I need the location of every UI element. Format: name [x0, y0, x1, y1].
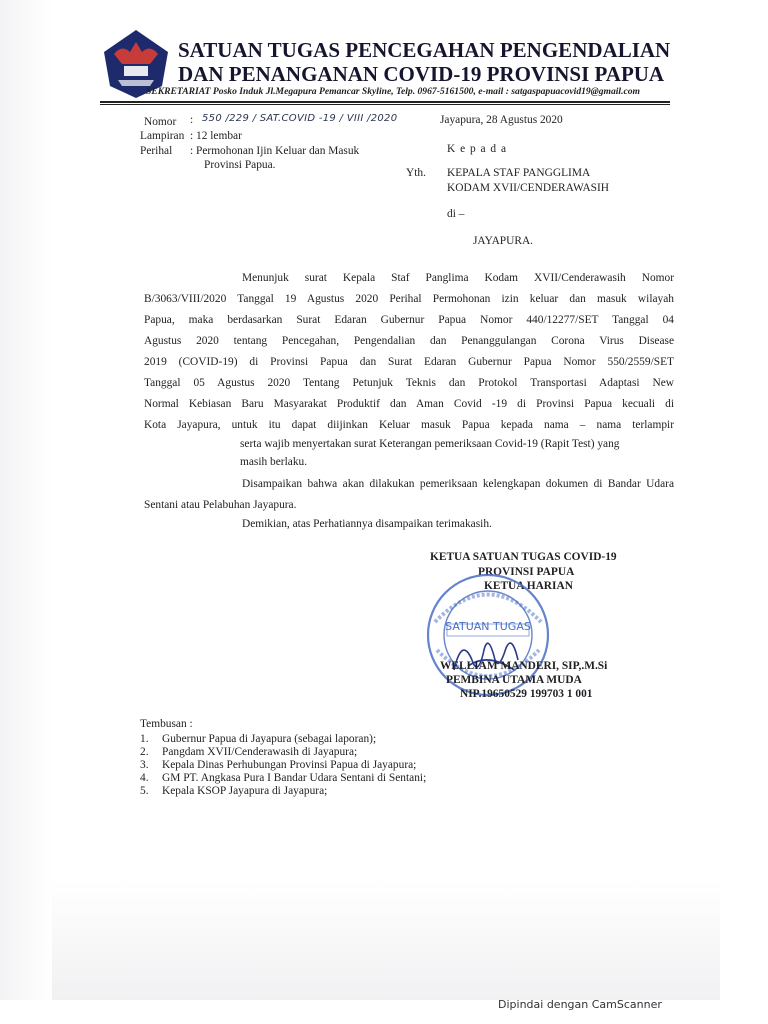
scan-shadow-left: [0, 0, 52, 1000]
addressee-di: di –: [447, 208, 465, 220]
letterhead-secretariat: SEKRETARIAT Posko Induk Jl.Megapura Pemancar Skyline, Telp. 0967-5161500, e-mail : satgaspapuacovid19@gmail.com: [146, 86, 641, 97]
paragraph-1-line: 2019 (COVID-19) di Provinsi Papua dan Surat Edaran Gubernur Papua Nomor 550/2559/SET: [144, 356, 674, 368]
signatory-rank: PEMBINA UTAMA MUDA: [446, 674, 582, 686]
paragraph-1-tail: serta wajib menyertakan surat Keterangan pemeriksaan Covid-19 (Rapit Test) yang: [240, 438, 620, 450]
signature-role-2: PROVINSI PAPUA: [478, 566, 575, 578]
yth: Yth.: [406, 167, 426, 179]
paragraph-1-line: Tanggal 05 Agustus 2020 Tentang Petunjuk Teknis dan Protokol Transportasi Adaptasi New: [144, 377, 674, 389]
paragraph-1-line: Agustus 2020 tentang Pencegahan, Pengendalian dan Penanggulangan Corona Virus Disease: [144, 335, 674, 347]
city-date: Jayapura, 28 Agustus 2020: [440, 114, 563, 126]
tembusan-item: 4. GM PT. Angkasa Pura I Bandar Udara Sentani di Sentani;: [140, 772, 427, 784]
signature-role-3: KETUA HARIAN: [484, 580, 573, 592]
lampiran-label: Lampiran: [140, 130, 185, 142]
paragraph-1-line: B/3063/VIII/2020 Tanggal 19 Agustus 2020 Perihal Permohonan izin keluar dan masuk wilayah: [144, 293, 674, 305]
nomor-label: Nomor: [144, 116, 177, 128]
nomor-colon: :: [190, 114, 194, 126]
tembusan-heading: Tembusan :: [140, 718, 193, 730]
letterhead-title-line-2: DAN PENANGANAN COVID-19 PROVINSI PAPUA: [178, 62, 665, 86]
letterhead-rule: [100, 101, 670, 103]
nomor-value: 550 /229 / SAT.COVID -19 / VIII /2020: [202, 113, 398, 124]
paragraph-1-tail-end: masih berlaku.: [240, 456, 308, 468]
perihal-label: Perihal: [140, 145, 173, 157]
signatory-name: WELLIAM MANDERI, SIP,.M.Si: [440, 660, 608, 672]
closing-paragraph: Demikian, atas Perhatiannya disampaikan terimakasih.: [242, 518, 492, 530]
camscanner-watermark: Dipindai dengan CamScanner: [498, 998, 662, 1011]
addressee-line-1: KEPALA STAF PANGGLIMA: [447, 167, 591, 179]
paragraph-2-cont: Sentani atau Pelabuhan Jayapura.: [144, 499, 297, 511]
paragraph-1-line: Kota Jayapura, untuk itu dapat diijinkan Keluar masuk Papua kepada nama – nama terlampir: [144, 419, 674, 431]
tembusan-item: 2. Pangdam XVII/Cenderawasih di Jayapura;: [140, 746, 358, 758]
perihal-value: : Permohonan Ijin Keluar dan Masuk: [190, 145, 360, 157]
letterhead-rule-thin: [100, 104, 670, 105]
signature-role-1: KETUA SATUAN TUGAS COVID-19: [430, 551, 617, 563]
paragraph-1-line: Papua, maka berdasarkan Surat Edaran Gubernur Papua Nomor 440/12277/SET Tanggal 04: [144, 314, 674, 326]
addressee-line-2: KODAM XVII/CENDERAWASIH: [447, 182, 610, 194]
lampiran-value: : 12 lembar: [190, 130, 242, 142]
stamp-text: SATUAN TUGAS: [445, 620, 531, 633]
paragraph-1: [144, 268, 674, 436]
signatory-nip: NIP.19650529 199703 1 001: [460, 688, 593, 700]
kepada: K e p a d a: [447, 143, 508, 155]
paragraph-1-line: Menunjuk surat Kepala Staf Panglima Kodam XVII/Cenderawasih Nomor: [242, 272, 674, 284]
paragraph-2: Disampaikan bahwa akan dilakukan pemeriksaan kelengkapan dokumen di Bandar Udara: [242, 478, 674, 490]
addressee-city: JAYAPURA.: [473, 235, 534, 247]
tembusan-item: 3. Kepala Dinas Perhubungan Provinsi Papua di Jayapura;: [140, 759, 417, 771]
tembusan-list: [140, 733, 426, 798]
scan-shadow-bottom: [52, 880, 720, 1000]
tembusan-item: 5. Kepala KSOP Jayapura di Jayapura;: [140, 785, 328, 797]
tembusan-item: 1. Gubernur Papua di Jayapura (sebagai laporan);: [140, 733, 377, 745]
perihal-value-cont: Provinsi Papua.: [204, 159, 276, 171]
paragraph-1-line: Normal Kebiasan Baru Masyarakat Produktif dan Aman Covid -19 di Provinsi Papua kecuali di: [144, 398, 674, 410]
letterhead-title-line-1: SATUAN TUGAS PENCEGAHAN PENGENDALIAN: [178, 38, 671, 62]
